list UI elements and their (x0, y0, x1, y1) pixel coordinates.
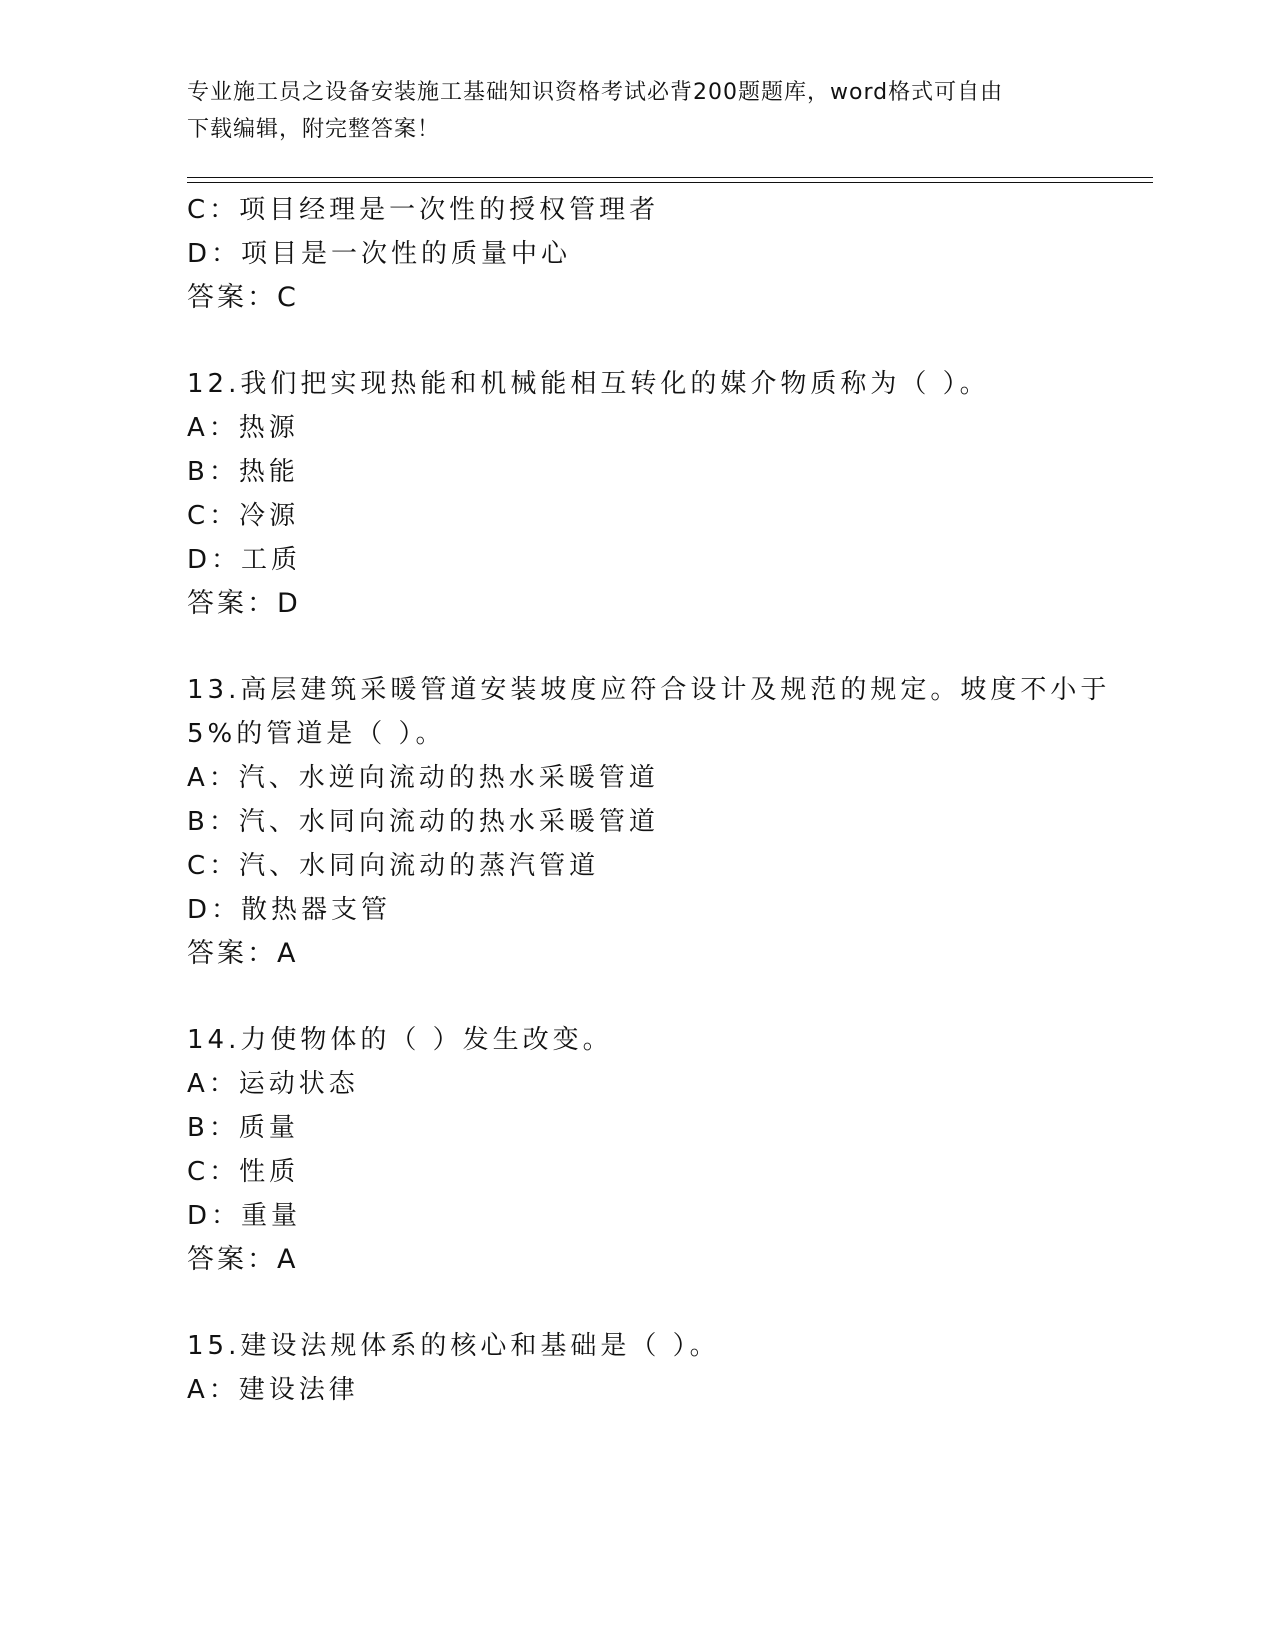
option-11-d: D：项目是一次性的质量中心 (187, 239, 572, 269)
header-divider-top (187, 177, 1153, 178)
answer-14: 答案：A (187, 1244, 299, 1275)
option-12-c: C：冷源 (187, 501, 300, 531)
header-line-1: 专业施工员之设备安装施工基础知识资格考试必背200题题库，word格式可自由 (187, 80, 1004, 105)
question-13-stem-cont: 5%的管道是（ ）。 (187, 719, 446, 749)
answer-13: 答案：A (187, 938, 299, 969)
option-12-b: B：热能 (187, 457, 299, 487)
option-14-c: C：性质 (187, 1157, 300, 1187)
question-12-stem: 12.我们把实现热能和机械能相互转化的媒介物质称为（ ）。 (187, 369, 990, 399)
option-12-d: D：工质 (187, 545, 302, 575)
option-14-d: D：重量 (187, 1201, 302, 1231)
answer-12: 答案：D (187, 588, 301, 619)
option-13-b: B：汽、水同向流动的热水采暖管道 (187, 807, 659, 837)
question-13-stem: 13.高层建筑采暖管道安装坡度应符合设计及规范的规定。坡度不小于 (187, 675, 1111, 705)
document-header (187, 74, 1087, 148)
option-13-c: C：汽、水同向流动的蒸汽管道 (187, 851, 600, 881)
question-14-stem: 14.力使物体的（ ）发生改变。 (187, 1025, 613, 1055)
header-line-2: 下载编辑，附完整答案！ (187, 117, 441, 142)
answer-11: 答案：C (187, 282, 299, 313)
question-15-stem: 15.建设法规体系的核心和基础是（ ）。 (187, 1331, 720, 1361)
option-13-d: D：散热器支管 (187, 895, 392, 925)
option-13-a: A：汽、水逆向流动的热水采暖管道 (187, 763, 659, 793)
option-14-a: A：运动状态 (187, 1069, 359, 1099)
option-11-c: C：项目经理是一次性的授权管理者 (187, 195, 660, 225)
option-14-b: B：质量 (187, 1113, 299, 1143)
option-15-a: A：建设法律 (187, 1375, 359, 1405)
header-divider-bottom (187, 182, 1153, 183)
option-12-a: A：热源 (187, 413, 299, 443)
